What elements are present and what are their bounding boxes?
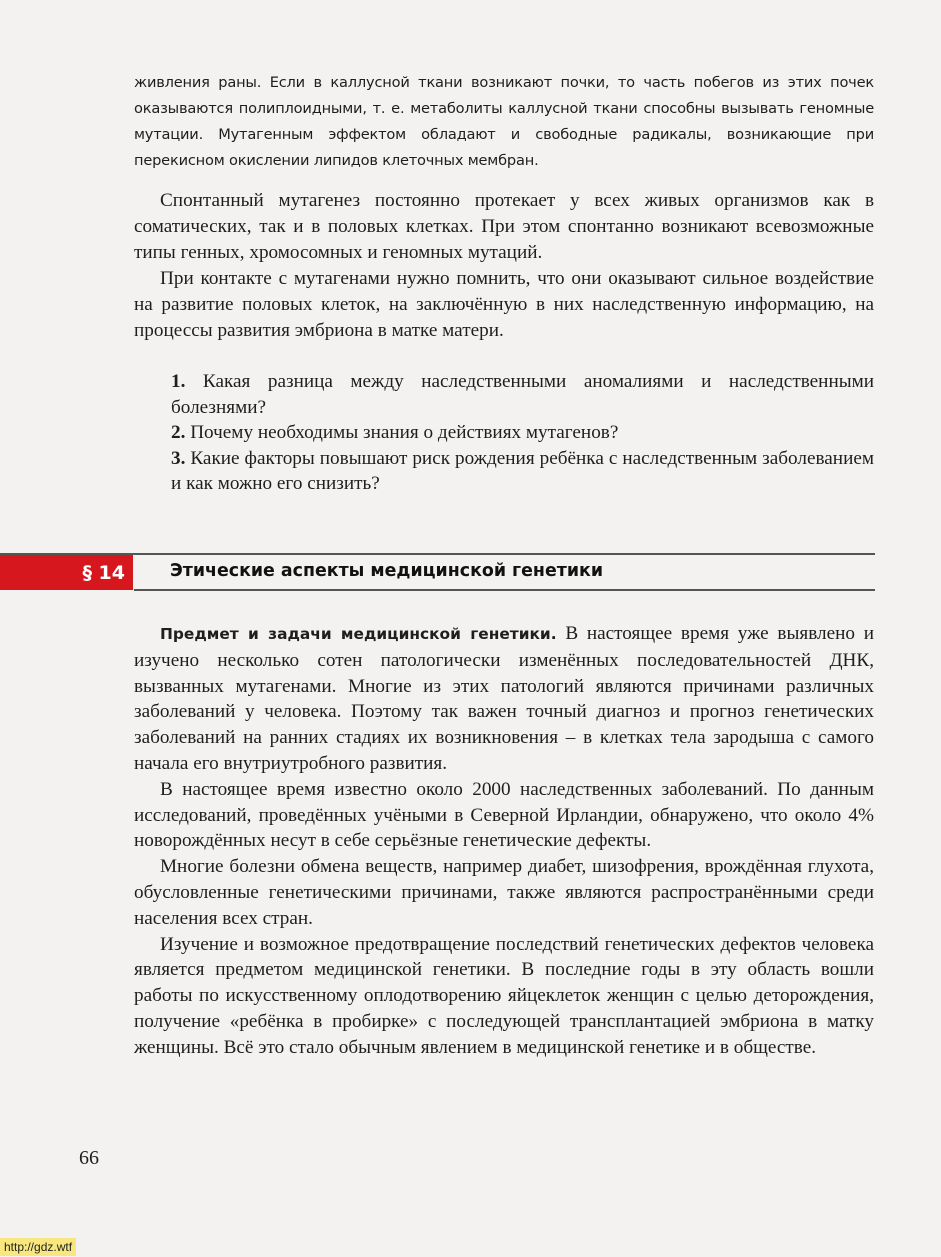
paragraph-spontaneous-mutagenesis: Спонтанный мутагенез постоянно протекает у всех живых организмов как в соматических, так и в половых клетках. При этом спонтанно возникают всевозможные типы генных, хромосомных и геномных мутаций. [134, 190, 874, 263]
question-text: Какая разница между наследственными аномалиями и наследственными болезнями? [171, 371, 875, 418]
question-number: 2. [171, 422, 186, 444]
section-header-bottom-rule [134, 589, 875, 591]
review-questions [171, 369, 874, 497]
question-text: Почему необходимы знания о действиях мутагенов? [190, 422, 619, 444]
question-item [171, 369, 874, 420]
top-paragraphs [134, 188, 874, 344]
paragraph-hereditary-diseases: В настоящее время известно около 2000 наследственных заболеваний. По данным исследований, проведённых учёными в Северной Ирландии, обнаружено, что около 4% новорождённых несут в себе серьёзные генетические дефекты. [134, 778, 874, 852]
section-number-badge: § 14 [0, 555, 133, 590]
paragraph-metabolic-diseases: Многие болезни обмена веществ, например диабет, шизофрения, врождённая глухота, обусловленные генетическими причинами, также являются распространёнными среди населения всех стран. [134, 856, 874, 929]
question-number: 1. [171, 371, 186, 392]
question-item [171, 446, 874, 497]
paragraph-mutagen-contact: При контакте с мутагенами нужно помнить, что они оказывают сильное воздействие на развитие половых клеток, на заключённую в них наследственную информацию, на процессы развития эмбриона в матке матери. [134, 268, 874, 341]
paragraph-medical-genetics-subject: Изучение и возможное предотвращение последствий генетических дефектов человека является предметом медицинской генетики. В последние годы в эту область вошли работы по искусственному оплодотворению яйцеклеток женщин с целью деторождения, получение «ребёнка в пробирке» с последующей трансплантацией эмбриона в матку женщины. Всё это стало обычным явлением в медицинской генетике и в обществе. [134, 933, 874, 1058]
watermark-link[interactable]: http://gdz.wtf [0, 1238, 76, 1256]
intro-paragraph: живления раны. Если в каллусной ткани возникают почки, то часть побегов из этих почек оказываются полиплоидными, т. е. метаболиты каллусной ткани способны вызывать геномные мутации. Мутагенным эффектом обладают и свободные радикалы, возникающие при перекисном окислении липидов клеточных мембран. [134, 74, 874, 169]
lead-text: В настоящее время уже выявлено и изучено несколько сотен патологически изменённых последовательностей ДНК, вызванных мутагенами. Многие из этих патологий являются причинами различных заболеваний у человека. Поэтому так важен точный диагноз и прогноз генетических заболеваний на ранних стадиях их возникновения – в клетках тела зародыша с самого начала его внутриутробного развития. [134, 623, 874, 774]
page-number: 66 [79, 1147, 99, 1169]
question-text: Какие факторы повышают риск рождения ребёнка с наследственным заболеванием и как можно его снизить? [171, 447, 874, 495]
section-title: Этические аспекты медицинской генетики [170, 561, 603, 581]
section-body [134, 621, 874, 1061]
question-item [171, 420, 874, 446]
paragraph-lead [134, 621, 874, 777]
question-number: 3. [171, 447, 186, 469]
lead-heading: Предмет и задачи медицинской генетики. [160, 625, 557, 643]
